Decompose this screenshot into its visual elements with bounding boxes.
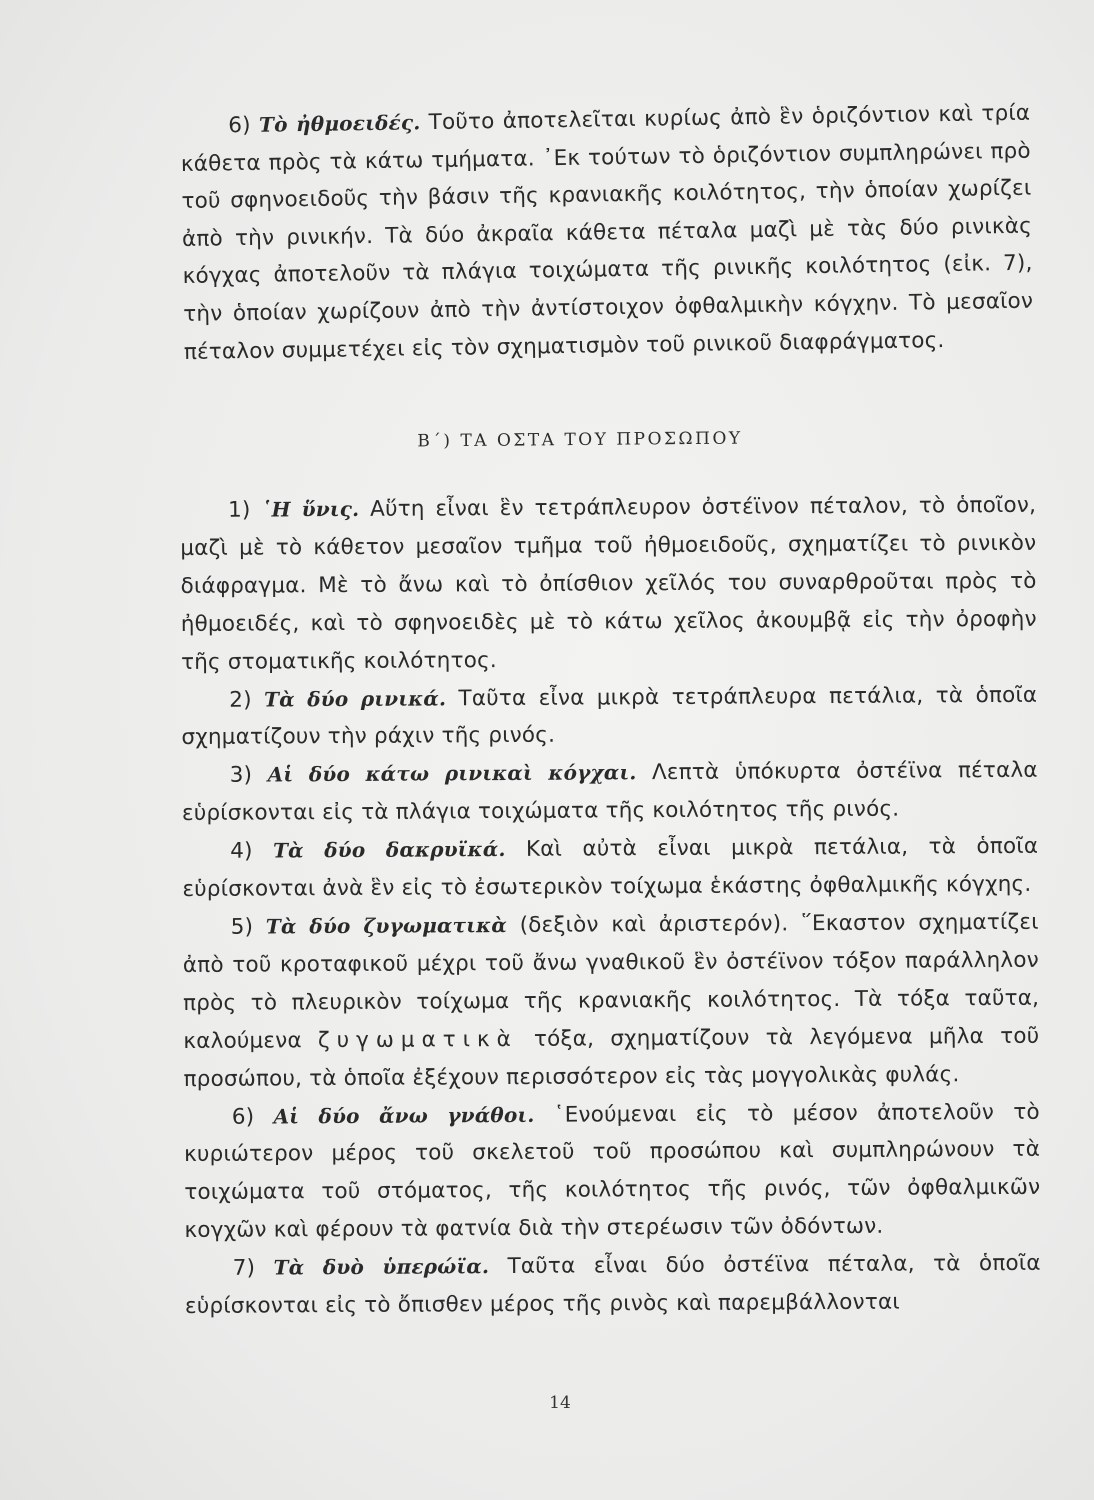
item-number: 2) [229,687,252,713]
paragraph-maxillae [184,1093,1041,1250]
spaced-term: ζυγωματικὰ [317,1026,518,1053]
item-heading: Τὰ δύο ρινικά. [264,685,447,712]
section-heading: Β΄) ΤΑ ΟΣΤΑ ΤΟΥ ΠΡΟΣΩΠΟΥ [417,428,743,452]
paragraph-lacrimal [182,828,1038,909]
item-heading: Αἱ δύο κάτω ρινικαὶ κόγχαι. [267,760,637,787]
paragraph-palatine [185,1245,1041,1326]
item-heading: Αἱ δύο ἄνω γνάθοι. [273,1102,535,1128]
item-number: 3) [229,762,253,789]
paragraph-vomer [180,487,1037,682]
item-number: 6) [231,1104,255,1130]
item-number: 4) [230,838,253,864]
paragraph-inferior-conchae [182,752,1038,833]
item-text: Τοῦτο ἀποτελεῖται κυρίως ἀπὸ ἓν ὁριζόντιον καὶ τρία κάθετα πρὸς τὰ κάτω τμήματα. ᾿Εκ τούτων τὸ ὁριζόντιον συμπληρώνει πρὸ τοῦ σφηνοειδοῦς τὴν βάσιν τῆς κρανιακῆς κοιλότητος, τὴν ὁποίαν χωρίζει ἀπὸ τὴν ρινικήν. Τὰ δύο ἀκραῖα κάθετα πέταλα μαζὶ μὲ τὰς δύο ρινικὰς κόγχας ἀποτελοῦν τὰ πλάγια τοιχώματα τῆς ρινικῆς κοιλότητος (εἰκ. 7), τὴν ὁποίαν χωρίζουν ἀπὸ τὴν ἀντίστοιχον ὀφθαλμικὴν κόγχην. Τὸ μεσαῖον πέταλον συμμετέχει εἰς τὸν σχηματισμὸν τοῦ ρινικοῦ διαφράγματος. [180,100,1034,365]
item-heading: Τὸ ἠθμοειδές. [258,110,421,137]
item-heading: ῾Η ὕνις. [261,496,360,522]
item-text: Λεπτὰ ὑπόκυρτα ὀστέϊνα πέταλα εὑρίσκονται εἰς τὰ πλάγια τοιχώματα τῆς κοιλότητος τῆς ρινός. [181,758,1038,827]
paragraph-nasal [181,676,1037,757]
item-heading: Τὰ δύο δακρυϊκά. [272,837,506,863]
item-text: (δεξιὸν καὶ ἀριστερόν). ῞Εκαστον σχηματίζει ἀπὸ τοῦ κροταφικοῦ μέχρι τοῦ ἄνω γναθικοῦ ἓν ὀστέϊνον τόξον παράλληλον πρὸς τὸ πλευρικὸν τοίχωμα τῆς κρανιακῆς κοιλότητος. Τὰ τόξα ταῦτα, καλούμενα [182,909,1040,1054]
item-number: 6) [228,112,251,139]
item-number: 1) [228,497,251,523]
paragraph-ethmoid [180,95,1034,371]
item-text: Καὶ αὐτὰ εἶναι μικρὰ πετάλια, τὰ ὁποῖα εὑρίσκονται ἀνὰ ἓν εἰς τὸ ἐσωτερικὸν τοίχωμα ἑκάστης ὀφθαλμικῆς κόγχης. [182,833,1039,903]
item-text: Ταῦτα εἶνα μικρὰ τετράπλευρα πετάλια, τὰ ὁποῖα σχηματίζουν τὴν ράχιν τῆς ρινός. [181,682,1038,751]
item-heading: Τὰ δύο ζυγωματικὰ [265,912,507,939]
ethmoid-paragraph-block [180,95,1034,371]
item-text: Ταῦτα εἶναι δύο ὀστέϊνα πέταλα, τὰ ὁποῖα εὑρίσκονται εἰς τὸ ὄπισθεν μέρος τῆς ρινὸς καὶ παρεμβάλλονται [184,1250,1041,1320]
item-heading: Τὰ δυὸ ὑπερώϊα. [273,1254,490,1280]
item-number: 7) [232,1255,256,1281]
item-number: 5) [230,914,254,940]
page-number: 14 [549,1393,571,1413]
item-text: τόξα, σχηματίζουν τὰ λεγόμενα μῆλα τοῦ προσώπου, τὰ ὁποῖα ἐξέχουν περισσότερον εἰς τὰς μογγολικὰς φυλάς. [183,1023,1040,1092]
item-text: ῾Ενούμεναι εἰς τὸ μέσον ἀποτελοῦν τὸ κυριώτερον μέρος τοῦ σκελετοῦ τοῦ προσώπου καὶ συμπληρώνουν τὰ τοιχώματα τοῦ στόματος, τῆς κοιλότητος τῆς ρινός, τῶν ὀφθαλμικῶν κογχῶν καὶ φέρουν τὰ φατνία διὰ τὴν στερέωσιν τῶν ὀδόντων. [183,1099,1041,1244]
facial-bones-list [180,487,1041,1326]
item-text: Αὕτη εἶναι ἓν τετράπλευρον ὀστέϊνον πέταλον, τὸ ὁποῖον, μαζὶ μὲ τὸ κάθετον μεσαῖον τμῆμα τοῦ ἠθμοειδοῦς, σχηματίζει τὸ ρινικὸν διάφραγμα. Μὲ τὸ ἄνω καὶ τὸ ὀπίσθιον χεῖλός του συναρθροῦται πρὸς τὸ ἠθμοειδές, καὶ τὸ σφηνοειδὲς μὲ τὸ κάτω χεῖλος ἀκουμβᾷ εἰς τὴν ὀροφὴν τῆς στοματικῆς κοιλότητος. [180,492,1037,675]
paragraph-zygomatic [183,904,1040,1099]
